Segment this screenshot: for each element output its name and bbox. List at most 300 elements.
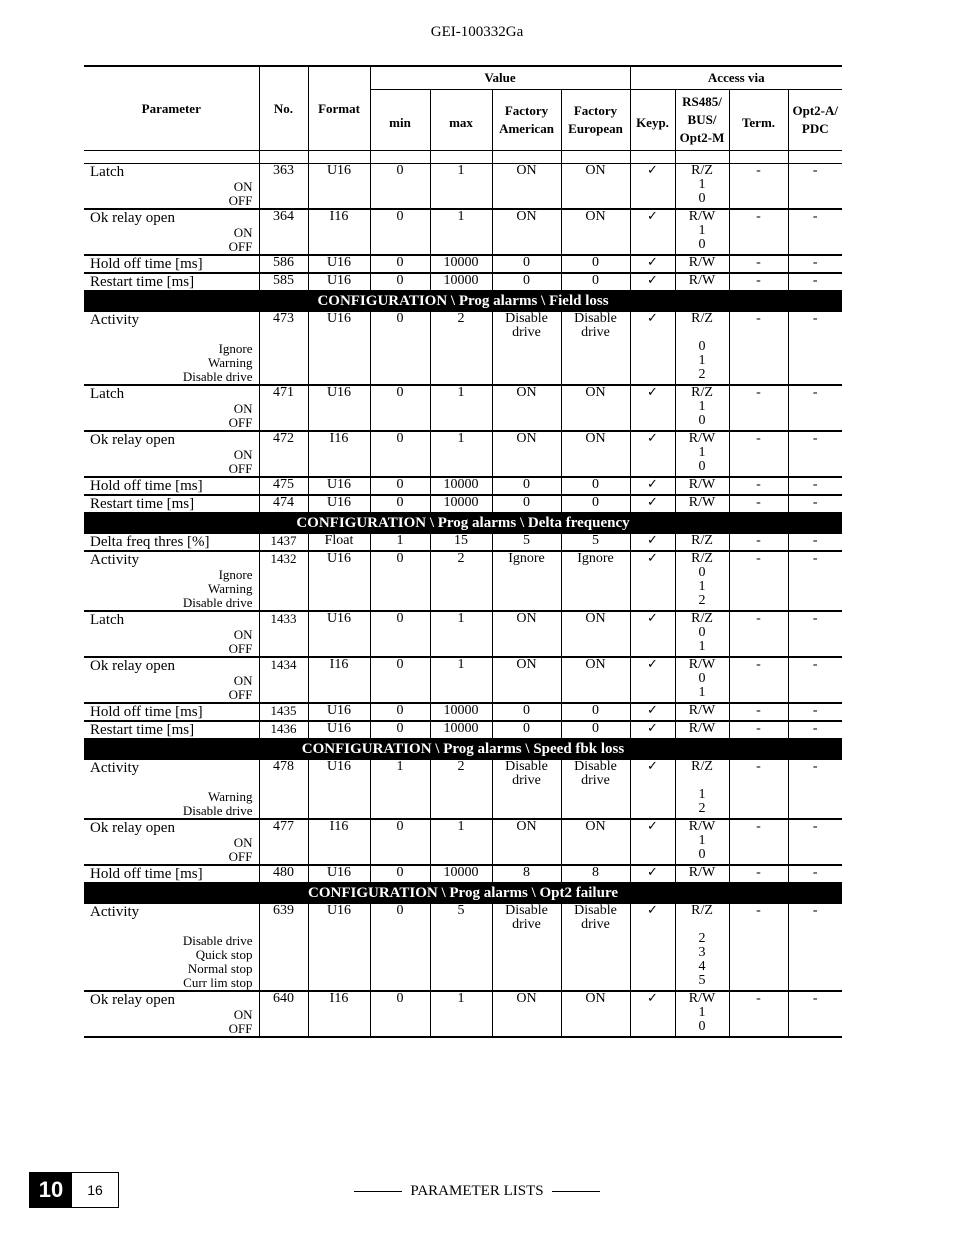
cell-factory-american xyxy=(492,721,561,739)
cell-max: 10000 xyxy=(430,495,492,513)
cell-factory-european xyxy=(561,657,630,703)
cell-max: 10000 xyxy=(430,703,492,721)
option-label: Ignore xyxy=(218,341,253,356)
parameter-name: Hold off time [ms] xyxy=(90,478,203,494)
cell-no: 1435 xyxy=(259,703,308,721)
cell-max: 10000 xyxy=(430,721,492,739)
value-line: ON xyxy=(585,657,606,672)
section-title: CONFIGURATION \ Prog alarms \ Field loss xyxy=(84,291,842,312)
rs485-value: 1 xyxy=(698,177,706,192)
rs485-value: R/Z xyxy=(691,385,713,400)
value-line: 0 xyxy=(523,255,530,270)
cell-rs485 xyxy=(675,385,729,431)
cell-factory-european xyxy=(561,703,630,721)
rs485-value: 1 xyxy=(698,1005,706,1020)
cell-factory-european xyxy=(561,273,630,291)
value-line: drive xyxy=(581,325,610,340)
cell-factory-european xyxy=(561,760,630,820)
value-line: 0 xyxy=(592,273,599,288)
cell-format: I16 xyxy=(308,209,370,255)
table-row xyxy=(84,904,842,992)
cell-no: 471 xyxy=(259,385,308,431)
cell-max: 5 xyxy=(430,904,492,992)
col-group-access: Access via xyxy=(630,66,842,90)
option-label: OFF xyxy=(228,193,253,208)
cell-parameter xyxy=(84,865,259,883)
cell-min: 0 xyxy=(370,164,430,210)
cell-factory-european xyxy=(561,255,630,273)
cell-factory-european xyxy=(561,495,630,513)
cell-parameter xyxy=(84,312,259,386)
cell-no: 475 xyxy=(259,477,308,495)
value-line: 0 xyxy=(523,721,530,736)
rs485-value: 0 xyxy=(698,847,706,862)
section-header-row xyxy=(84,291,842,312)
col-factory-american: Factory American xyxy=(492,90,561,151)
col-max: max xyxy=(430,90,492,151)
parameter-name: Latch xyxy=(90,612,125,628)
cell-format: U16 xyxy=(308,255,370,273)
cell-max: 1 xyxy=(430,991,492,1037)
cell-no: 1432 xyxy=(259,551,308,611)
cell-opt2a: - xyxy=(788,721,842,739)
value-line: 0 xyxy=(592,721,599,736)
option-label: ON xyxy=(233,835,253,850)
cell-rs485 xyxy=(675,495,729,513)
cell-factory-european xyxy=(561,819,630,865)
cell-term: - xyxy=(729,312,788,386)
cell-term: - xyxy=(729,703,788,721)
option-label: Ignore xyxy=(218,567,253,582)
rs485-value: R/W xyxy=(688,209,716,224)
value-line: 0 xyxy=(523,273,530,288)
cell-parameter xyxy=(84,385,259,431)
value-line: Disable xyxy=(574,903,617,918)
value-line: ON xyxy=(516,385,537,400)
cell-factory-american xyxy=(492,495,561,513)
cell-factory-european xyxy=(561,991,630,1037)
parameter-name: Delta freq thres [%] xyxy=(90,534,210,550)
value-line: drive xyxy=(581,917,610,932)
cell-format: U16 xyxy=(308,721,370,739)
option-label: OFF xyxy=(228,687,253,702)
cell-rs485 xyxy=(675,760,729,820)
cell-factory-european xyxy=(561,164,630,210)
option-label: Curr lim stop xyxy=(183,975,253,990)
cell-term: - xyxy=(729,255,788,273)
cell-opt2a: - xyxy=(788,431,842,477)
chapter-number: 10 xyxy=(30,1173,72,1207)
table-row xyxy=(84,255,842,273)
checkmark-icon: ✓ xyxy=(630,495,675,513)
option-label: Disable drive xyxy=(182,369,253,384)
cell-parameter xyxy=(84,991,259,1037)
rs485-value xyxy=(676,918,729,932)
table-row xyxy=(84,385,842,431)
cell-factory-american xyxy=(492,273,561,291)
cell-no: 363 xyxy=(259,164,308,210)
option-label: Disable drive xyxy=(182,595,253,610)
col-parameter: Parameter xyxy=(84,66,259,151)
value-line: ON xyxy=(585,431,606,446)
cell-factory-american xyxy=(492,431,561,477)
option-label xyxy=(90,920,253,934)
checkmark-icon: ✓ xyxy=(630,721,675,739)
option-label: Disable drive xyxy=(182,803,253,818)
cell-no: 480 xyxy=(259,865,308,883)
rs485-value: 4 xyxy=(698,959,706,974)
rs485-value: R/W xyxy=(688,431,716,446)
cell-opt2a: - xyxy=(788,611,842,657)
cell-term: - xyxy=(729,865,788,883)
cell-term: - xyxy=(729,477,788,495)
col-group-value: Value xyxy=(370,66,630,90)
parameter-name: Restart time [ms] xyxy=(90,274,195,290)
cell-min: 0 xyxy=(370,657,430,703)
option-label: OFF xyxy=(228,239,253,254)
rs485-value xyxy=(676,774,729,788)
cell-rs485 xyxy=(675,534,729,552)
value-line: ON xyxy=(585,991,606,1006)
checkmark-icon: ✓ xyxy=(630,385,675,431)
cell-factory-european xyxy=(561,611,630,657)
footer-title-wrap xyxy=(0,1183,954,1200)
cell-no: 473 xyxy=(259,312,308,386)
cell-factory-european xyxy=(561,385,630,431)
table-row xyxy=(84,611,842,657)
rs485-value: R/Z xyxy=(691,551,713,566)
section-title: CONFIGURATION \ Prog alarms \ Speed fbk loss xyxy=(84,739,842,760)
rs485-value: 1 xyxy=(698,353,706,368)
cell-opt2a: - xyxy=(788,312,842,386)
cell-parameter xyxy=(84,431,259,477)
cell-opt2a: - xyxy=(788,477,842,495)
cell-parameter xyxy=(84,477,259,495)
cell-term: - xyxy=(729,534,788,552)
rs485-value: 1 xyxy=(698,445,706,460)
rs485-value: 1 xyxy=(698,833,706,848)
cell-opt2a: - xyxy=(788,209,842,255)
checkmark-icon: ✓ xyxy=(630,611,675,657)
section-header-row xyxy=(84,739,842,760)
cell-format: U16 xyxy=(308,164,370,210)
cell-rs485 xyxy=(675,611,729,657)
parameter-table-wrapper xyxy=(84,65,842,1038)
cell-factory-european xyxy=(561,477,630,495)
value-line: ON xyxy=(585,611,606,626)
value-line: drive xyxy=(512,917,541,932)
cell-factory-american xyxy=(492,164,561,210)
cell-parameter xyxy=(84,209,259,255)
parameter-options xyxy=(90,180,259,208)
value-line: ON xyxy=(516,991,537,1006)
cell-parameter xyxy=(84,495,259,513)
parameter-table xyxy=(84,65,842,1038)
rs485-value: 2 xyxy=(698,367,706,382)
cell-factory-american xyxy=(492,209,561,255)
col-min: min xyxy=(370,90,430,151)
cell-max: 1 xyxy=(430,657,492,703)
cell-factory-american xyxy=(492,477,561,495)
value-line: 0 xyxy=(523,495,530,510)
option-label: OFF xyxy=(228,1021,253,1036)
cell-rs485 xyxy=(675,703,729,721)
cell-format: I16 xyxy=(308,657,370,703)
parameter-name: Ok relay open xyxy=(90,432,175,448)
value-line: Disable xyxy=(574,311,617,326)
cell-factory-american xyxy=(492,703,561,721)
table-row xyxy=(84,477,842,495)
cell-parameter xyxy=(84,551,259,611)
cell-factory-american xyxy=(492,611,561,657)
cell-parameter xyxy=(84,904,259,992)
cell-term: - xyxy=(729,721,788,739)
cell-no: 640 xyxy=(259,991,308,1037)
parameter-name: Hold off time [ms] xyxy=(90,866,203,882)
cell-factory-european xyxy=(561,865,630,883)
rs485-value: 1 xyxy=(698,579,706,594)
cell-factory-european xyxy=(561,551,630,611)
value-line: 0 xyxy=(592,477,599,492)
rs485-value: 0 xyxy=(698,459,706,474)
cell-term: - xyxy=(729,760,788,820)
rs485-value: R/W xyxy=(688,991,716,1006)
cell-term: - xyxy=(729,611,788,657)
cell-opt2a: - xyxy=(788,534,842,552)
checkmark-icon: ✓ xyxy=(630,164,675,210)
cell-opt2a: - xyxy=(788,385,842,431)
col-opt2a: Opt2-A/ PDC xyxy=(788,90,842,151)
option-label: ON xyxy=(233,225,253,240)
value-line: ON xyxy=(516,163,537,178)
value-line: ON xyxy=(585,209,606,224)
cell-factory-european xyxy=(561,534,630,552)
cell-format: U16 xyxy=(308,551,370,611)
cell-no: 586 xyxy=(259,255,308,273)
parameter-options xyxy=(90,920,259,990)
value-line: ON xyxy=(516,431,537,446)
value-line: 8 xyxy=(523,865,530,880)
value-line: 5 xyxy=(523,533,530,548)
cell-term: - xyxy=(729,273,788,291)
cell-min: 0 xyxy=(370,312,430,386)
cell-format: U16 xyxy=(308,495,370,513)
cell-rs485 xyxy=(675,164,729,210)
option-label: Warning xyxy=(208,355,253,370)
table-row xyxy=(84,865,842,883)
cell-term: - xyxy=(729,495,788,513)
cell-no: 364 xyxy=(259,209,308,255)
rs485-value: R/Z xyxy=(691,163,713,178)
value-line: Ignore xyxy=(508,551,545,566)
checkmark-icon: ✓ xyxy=(630,904,675,992)
parameter-options xyxy=(90,328,259,384)
option-label: ON xyxy=(233,447,253,462)
cell-min: 0 xyxy=(370,904,430,992)
cell-opt2a: - xyxy=(788,760,842,820)
cell-opt2a: - xyxy=(788,991,842,1037)
cell-parameter xyxy=(84,657,259,703)
cell-rs485 xyxy=(675,273,729,291)
parameter-options xyxy=(90,448,259,476)
rs485-value: R/W xyxy=(688,273,716,288)
cell-min: 0 xyxy=(370,551,430,611)
value-line: Disable xyxy=(574,759,617,774)
value-line: 8 xyxy=(592,865,599,880)
col-factory-european: Factory European xyxy=(561,90,630,151)
rs485-value: R/W xyxy=(688,703,716,718)
cell-no: 1436 xyxy=(259,721,308,739)
cell-max: 10000 xyxy=(430,865,492,883)
table-row xyxy=(84,312,842,386)
option-label: Disable drive xyxy=(182,933,253,948)
cell-opt2a: - xyxy=(788,703,842,721)
footer-rule-right xyxy=(552,1191,600,1192)
col-no: No. xyxy=(259,66,308,151)
value-line: ON xyxy=(516,209,537,224)
cell-parameter xyxy=(84,164,259,210)
rs485-value: R/Z xyxy=(691,311,713,326)
option-label xyxy=(90,328,253,342)
cell-term: - xyxy=(729,991,788,1037)
cell-min: 0 xyxy=(370,209,430,255)
cell-rs485 xyxy=(675,991,729,1037)
rs485-value: R/W xyxy=(688,819,716,834)
cell-no: 585 xyxy=(259,273,308,291)
cell-max: 2 xyxy=(430,551,492,611)
table-row xyxy=(84,273,842,291)
checkmark-icon: ✓ xyxy=(630,760,675,820)
cell-opt2a: - xyxy=(788,865,842,883)
cell-factory-european xyxy=(561,904,630,992)
cell-parameter xyxy=(84,611,259,657)
parameter-options xyxy=(90,674,259,702)
cell-min: 0 xyxy=(370,477,430,495)
cell-format: U16 xyxy=(308,273,370,291)
page-number: 16 xyxy=(87,1182,103,1198)
table-row xyxy=(84,495,842,513)
table-row xyxy=(84,703,842,721)
cell-opt2a: - xyxy=(788,904,842,992)
header-spacer xyxy=(84,151,842,164)
rs485-value: 0 xyxy=(698,191,706,206)
rs485-value: 0 xyxy=(698,625,706,640)
rs485-value: 0 xyxy=(698,565,706,580)
rs485-value: 2 xyxy=(698,931,706,946)
parameter-options xyxy=(90,226,259,254)
rs485-value: 1 xyxy=(698,399,706,414)
cell-format: U16 xyxy=(308,865,370,883)
option-label: ON xyxy=(233,673,253,688)
cell-rs485 xyxy=(675,209,729,255)
rs485-value: 0 xyxy=(698,339,706,354)
cell-factory-european xyxy=(561,721,630,739)
option-label: Warning xyxy=(208,581,253,596)
cell-no: 1434 xyxy=(259,657,308,703)
checkmark-icon: ✓ xyxy=(630,703,675,721)
cell-min: 0 xyxy=(370,991,430,1037)
table-row xyxy=(84,657,842,703)
cell-max: 10000 xyxy=(430,273,492,291)
cell-max: 1 xyxy=(430,209,492,255)
section-title: CONFIGURATION \ Prog alarms \ Delta frequency xyxy=(84,513,842,534)
checkmark-icon: ✓ xyxy=(630,534,675,552)
footer-rule-left xyxy=(354,1191,402,1192)
option-label: OFF xyxy=(228,415,253,430)
cell-min: 0 xyxy=(370,431,430,477)
option-label: ON xyxy=(233,627,253,642)
value-line: Disable xyxy=(505,903,548,918)
parameter-name: Ok relay open xyxy=(90,658,175,674)
table-row xyxy=(84,760,842,820)
cell-term: - xyxy=(729,657,788,703)
cell-max: 1 xyxy=(430,385,492,431)
value-line: ON xyxy=(516,611,537,626)
value-line: drive xyxy=(512,325,541,340)
cell-parameter xyxy=(84,703,259,721)
cell-min: 1 xyxy=(370,760,430,820)
rs485-value: 1 xyxy=(698,787,706,802)
parameter-options xyxy=(90,1008,259,1036)
rs485-value: 1 xyxy=(698,223,706,238)
option-label: Normal stop xyxy=(187,961,253,976)
rs485-value: R/Z xyxy=(691,759,713,774)
cell-format: U16 xyxy=(308,312,370,386)
parameter-options xyxy=(90,402,259,430)
cell-factory-american xyxy=(492,255,561,273)
cell-format: I16 xyxy=(308,431,370,477)
cell-format: U16 xyxy=(308,760,370,820)
cell-opt2a: - xyxy=(788,255,842,273)
cell-factory-american xyxy=(492,534,561,552)
rs485-value: R/W xyxy=(688,721,716,736)
parameter-options xyxy=(90,836,259,864)
option-label: ON xyxy=(233,401,253,416)
parameter-name: Latch xyxy=(90,164,125,180)
value-line: 0 xyxy=(592,255,599,270)
cell-parameter xyxy=(84,534,259,552)
rs485-value: 1 xyxy=(698,685,706,700)
table-row xyxy=(84,209,842,255)
cell-format: U16 xyxy=(308,385,370,431)
cell-opt2a: - xyxy=(788,164,842,210)
value-line: drive xyxy=(512,773,541,788)
cell-max: 10000 xyxy=(430,255,492,273)
value-line: 0 xyxy=(523,703,530,718)
cell-min: 0 xyxy=(370,819,430,865)
cell-factory-american xyxy=(492,904,561,992)
cell-min: 0 xyxy=(370,611,430,657)
cell-rs485 xyxy=(675,657,729,703)
cell-parameter xyxy=(84,819,259,865)
rs485-value: R/W xyxy=(688,477,716,492)
cell-term: - xyxy=(729,819,788,865)
footer-title: PARAMETER LISTS xyxy=(410,1183,544,1199)
rs485-value: R/W xyxy=(688,255,716,270)
cell-min: 0 xyxy=(370,721,430,739)
cell-factory-american xyxy=(492,760,561,820)
cell-factory-european xyxy=(561,209,630,255)
parameter-name: Hold off time [ms] xyxy=(90,256,203,272)
col-term: Term. xyxy=(729,90,788,151)
cell-max: 1 xyxy=(430,611,492,657)
cell-factory-american xyxy=(492,657,561,703)
cell-factory-american xyxy=(492,551,561,611)
rs485-value: R/Z xyxy=(691,533,713,548)
cell-format: Float xyxy=(308,534,370,552)
parameter-name: Activity xyxy=(90,312,140,328)
checkmark-icon: ✓ xyxy=(630,273,675,291)
